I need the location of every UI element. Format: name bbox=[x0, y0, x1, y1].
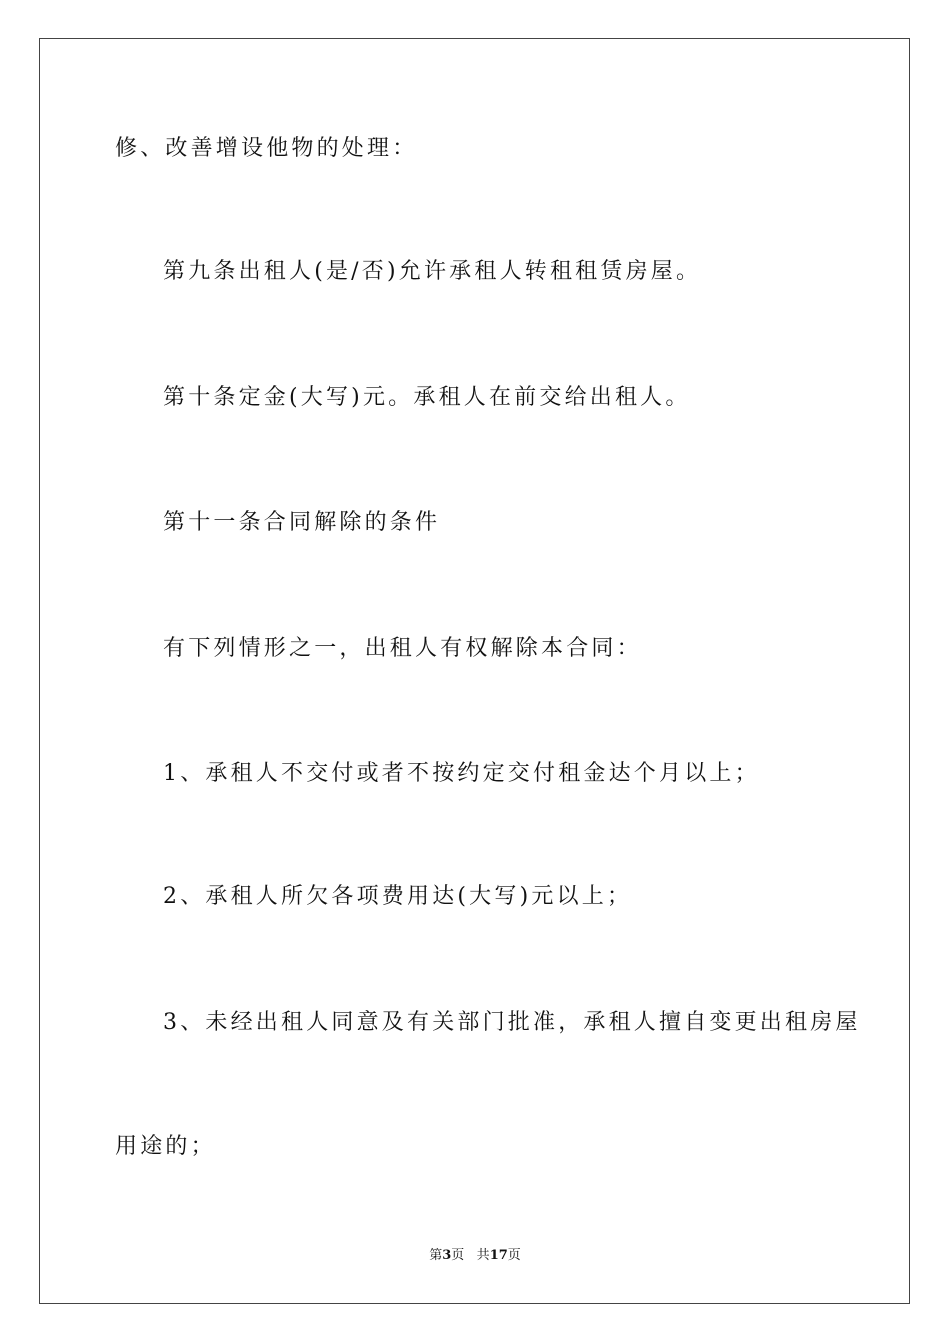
text-line-1: 修、改善增设他物的处理： bbox=[115, 136, 418, 161]
footer-total-prefix: 共 bbox=[476, 1248, 490, 1263]
text-line-7: 2、承租人所欠各项费用达(大写)元以上； bbox=[163, 884, 633, 909]
footer-page-number: 3 bbox=[442, 1248, 452, 1263]
footer-page-suffix: 页 bbox=[451, 1248, 465, 1263]
page-border bbox=[39, 38, 910, 1304]
footer-total-pages: 17 bbox=[489, 1248, 508, 1263]
text-line-4: 第十一条合同解除的条件 bbox=[163, 510, 441, 535]
footer-total-suffix: 页 bbox=[507, 1248, 521, 1263]
text-line-5: 有下列情形之一，出租人有权解除本合同： bbox=[163, 636, 642, 661]
text-line-8: 3、未经出租人同意及有关部门批准，承租人擅自变更出租房屋 bbox=[163, 1010, 861, 1035]
text-line-6: 1、承租人不交付或者不按约定交付租金达个月以上； bbox=[163, 761, 760, 786]
text-line-3: 第十条定金(大写)元。承租人在前交给出租人。 bbox=[163, 385, 691, 410]
text-line-9: 用途的； bbox=[115, 1134, 216, 1159]
footer-page-prefix: 第 bbox=[429, 1248, 443, 1263]
page-footer bbox=[0, 1248, 950, 1264]
text-line-2: 第九条出租人(是/否)允许承租人转租租赁房屋。 bbox=[163, 259, 702, 284]
